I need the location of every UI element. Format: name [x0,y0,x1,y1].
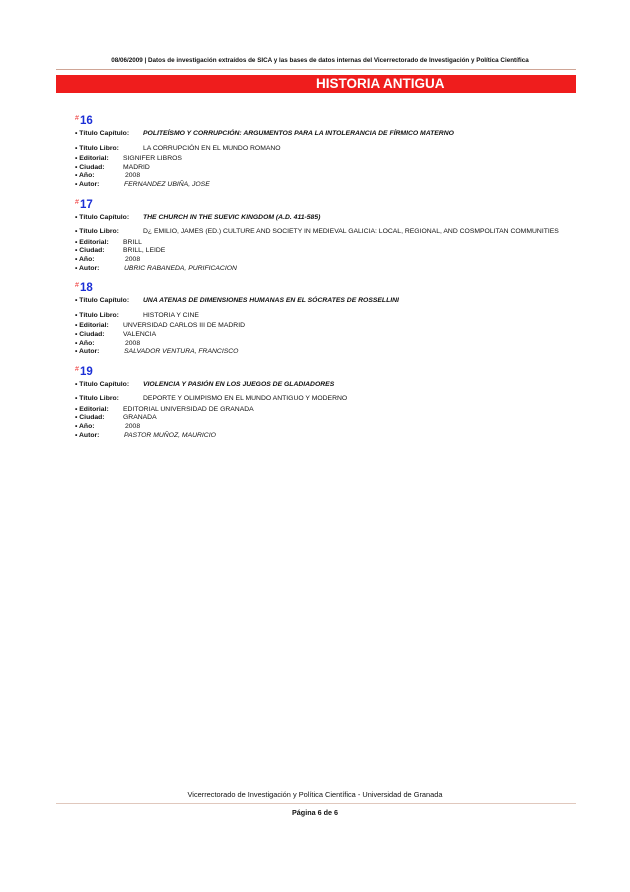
hash-mark: # [75,365,79,373]
year-label: • Año: [75,255,95,263]
chapter-title-label: • Título Capítulo: [75,213,130,221]
publisher-label: • Editorial: [75,405,109,413]
publisher-row [75,155,575,164]
record-number [75,114,575,128]
year-label: • Año: [75,172,95,180]
author-value: SALVADOR VENTURA, FRANCISCO [124,348,239,356]
publisher-label: • Editorial: [75,238,109,246]
chapter-title-row [75,130,575,139]
publisher-value: UNVERSIDAD CARLOS III DE MADRID [123,322,245,330]
record-number-value: 17 [80,198,93,211]
author-value: PASTOR MUÑOZ, MAURICIO [124,431,216,439]
book-title-label: • Título Libro: [75,228,119,236]
year-value: 2008 [125,339,141,347]
publisher-row [75,406,575,415]
book-title-value: DEPORTE Y OLIMPISMO EN EL MUNDO ANTIGUO Y MODERNO [143,395,348,403]
hash-mark: # [75,282,79,290]
chapter-title-value: THE CHURCH IN THE SUEVIC KINGDOM (A.D. 411-585) [143,213,321,221]
section-title-bar [56,75,576,93]
author-value: FERNANDEZ UBIÑA, JOSE [124,180,210,188]
author-value: UBRIC RABANEDA, PURIFICACION [124,264,237,272]
record-item [75,198,575,274]
author-label: • Autor: [75,180,100,188]
record-number-value: 16 [80,115,93,127]
year-value: 2008 [125,423,141,431]
author-row [75,432,575,441]
year-label: • Año: [75,423,95,431]
author-label: • Autor: [75,348,100,356]
city-value: BRILL, LEIDE [123,247,166,255]
city-label: • Ciudad: [75,330,105,338]
city-row [75,414,575,423]
book-title-value: HISTORIA Y CINE [143,311,199,319]
city-value: VALENCIA [123,330,157,338]
city-label: • Ciudad: [75,163,105,171]
page-header: 08/06/2009 | Datos de investigación extraídos de SICA y las bases de datos internas del Vicerrectorado de Investigación y Política Científica [111,57,529,64]
city-label: • Ciudad: [75,247,105,255]
section-title: HISTORIA ANTIGUA [316,76,445,91]
book-title-value: D¿ EMILIO, JAMES (ED.) CULTURE AND SOCIETY IN MEDIEVAL GALICIA: LOCAL, REGIONAL, AND COSMPOLITAN COMMUNITIES [143,228,559,236]
author-label: • Autor: [75,264,100,272]
hash-mark: # [75,115,79,122]
book-title-row [75,312,575,321]
chapter-title-label: • Título Capítulo: [75,380,130,388]
chapter-title-label: • Título Capítulo: [75,130,130,137]
record-item [75,365,575,441]
record-number [75,365,575,379]
record-item [75,281,575,357]
chapter-title-row [75,381,575,390]
city-value: GRANADA [123,414,157,422]
publisher-value: SIGNIFER LIBROS [123,155,182,163]
header-divider [56,69,576,70]
publisher-row [75,239,575,248]
record-number [75,198,575,212]
record-number-value: 18 [80,282,93,295]
author-row [75,265,575,274]
chapter-title-row [75,297,575,306]
page-number: Página 6 de 6 [292,808,338,817]
year-value: 2008 [125,255,141,263]
city-value: MADRID [123,163,150,171]
record-item [75,114,575,190]
year-label: • Año: [75,339,95,347]
year-row [75,423,575,432]
publisher-label: • Editorial: [75,322,109,330]
year-row [75,172,575,181]
book-title-value: LA CORRUPCIÓN EN EL MUNDO ROMANO [143,144,281,152]
author-row [75,181,575,190]
chapter-title-label: • Título Capítulo: [75,297,130,305]
city-label: • Ciudad: [75,414,105,422]
book-title-label: • Título Libro: [75,395,119,403]
city-row [75,164,575,173]
book-title-label: • Título Libro: [75,144,119,152]
chapter-title-value: UNA ATENAS DE DIMENSIONES HUMANAS EN EL SÓCRATES DE ROSSELLINI [143,297,399,305]
publisher-value: BRILL [123,238,142,246]
year-row [75,256,575,265]
chapter-title-value: POLITEÍSMO Y CORRUPCIÓN: ARGUMENTOS PARA LA INTOLERANCIA DE FÍRMICO MATERNO [143,130,454,137]
hash-mark: # [75,198,79,206]
publisher-row [75,322,575,331]
record-number-value: 19 [80,365,93,378]
book-title-row [75,228,575,237]
chapter-title-row [75,214,575,223]
author-row [75,348,575,357]
footer-divider [56,803,576,804]
records-list [75,114,575,448]
city-row [75,331,575,340]
record-number [75,281,575,295]
book-title-row [75,145,575,154]
book-title-label: • Título Libro: [75,311,119,319]
chapter-title-value: VIOLENCIA Y PASIÓN EN LOS JUEGOS DE GLADIADORES [143,380,335,388]
author-label: • Autor: [75,431,100,439]
city-row [75,247,575,256]
publisher-label: • Editorial: [75,155,109,163]
year-value: 2008 [125,172,141,180]
publisher-value: EDITORIAL UNIVERSIDAD DE GRANADA [123,405,254,413]
year-row [75,340,575,349]
page-footer: Vicerrectorado de Investigación y Política Científica - Universidad de Granada [187,790,443,799]
book-title-row [75,395,575,404]
